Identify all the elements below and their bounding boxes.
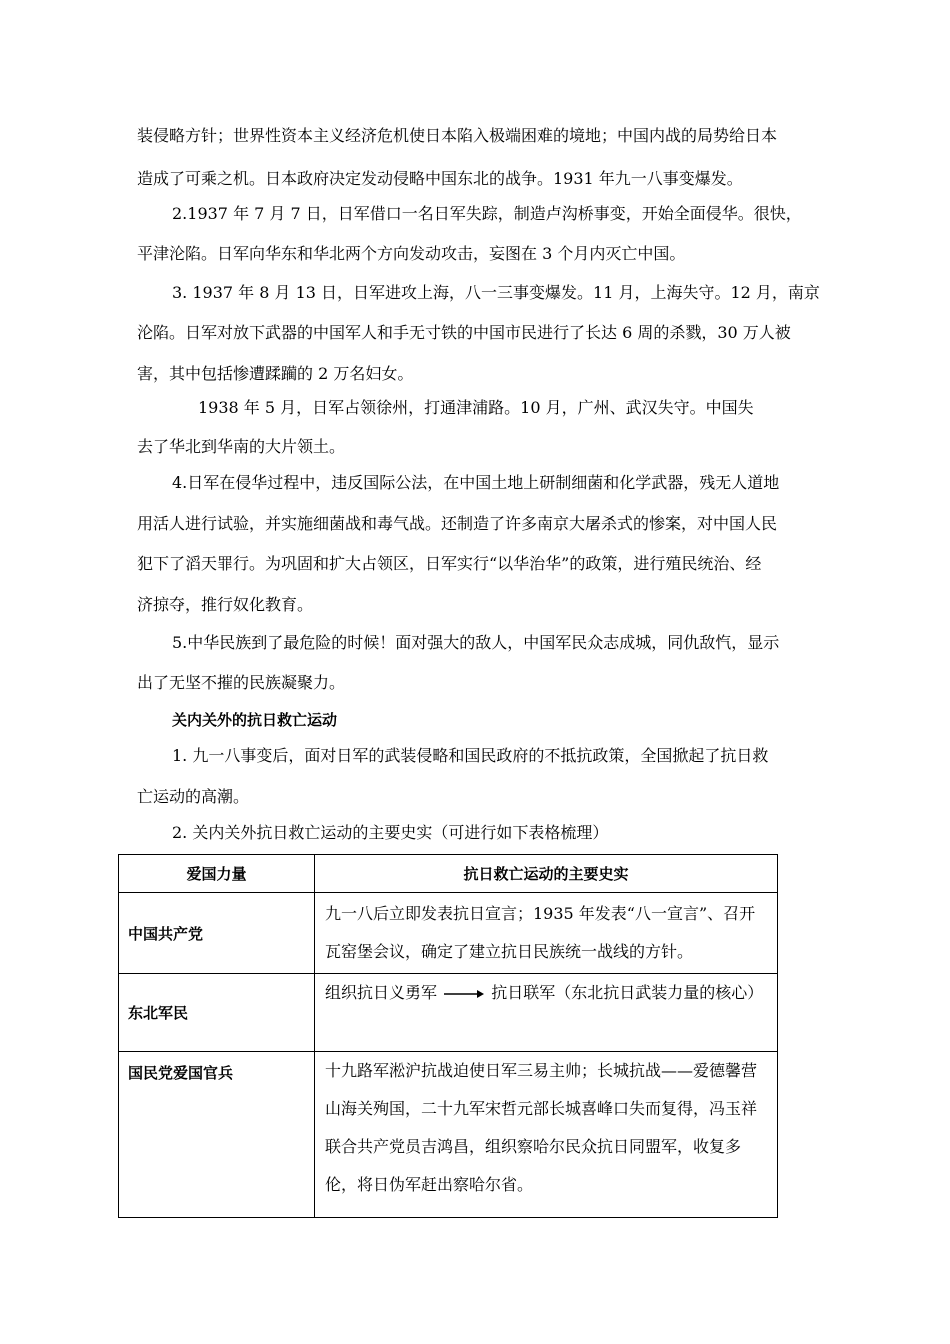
table-row (119, 893, 778, 974)
paragraph-line: 出了无坚不摧的民族凝聚力。 (137, 673, 346, 692)
paragraph-line: 用活人进行试验，并实施细菌战和毒气战。还制造了许多南京大屠杀式的惨案，对中国人民 (137, 514, 778, 533)
paragraph-line: 2. 关内关外抗日救亡运动的主要史实（可进行如下表格梳理） (172, 823, 609, 842)
paragraph-line: 3. 1937 年 8 月 13 日，日军进攻上海，八一三事变爆发。11 月，上海失守。12 月，南京 (172, 283, 820, 302)
paragraph-line: 1938 年 5 月，日军占领徐州，打通津浦路。10 月，广州、武汉失守。中国失 (198, 398, 754, 417)
row-label: 国民党爱国官兵 (128, 1064, 234, 1082)
paragraph-line: 4.日军在侵华过程中，违反国际公法，在中国土地上研制细菌和化学武器，残无人道地 (172, 473, 780, 492)
paragraph-line: 去了华北到华南的大片领土。 (137, 437, 346, 456)
paragraph-line: 装侵略方针；世界性资本主义经济危机使日本陷入极端困难的境地；中国内战的局势给日本 (137, 126, 778, 145)
paragraph-line: 造成了可乘之机。日本政府决定发动侵略中国东北的战争。1931 年九一八事变爆发。 (137, 169, 743, 188)
table-header-cell: 抗日救亡运动的主要史实 (315, 855, 778, 893)
row-label: 中国共产党 (128, 924, 204, 943)
row-text-part: 抗日联军（东北抗日武装力量的核心） (491, 983, 764, 1002)
table-header-row (119, 855, 778, 893)
paragraph-line: 1. 九一八事变后，面对日军的武装侵略和国民政府的不抵抗政策，全国掀起了抗日救 (172, 746, 769, 765)
table-header-cell: 爱国力量 (119, 855, 315, 893)
table-row (119, 1052, 778, 1218)
paragraph-line: 2.1937 年 7 月 7 日，日军借口一名日军失踪，制造卢沟桥事变，开始全面侵华。很快， (172, 204, 802, 223)
paragraph-line: 犯下了滔天罪行。为巩固和扩大占领区，日军实行“以华治华”的政策，进行殖民统治、经 (137, 554, 762, 573)
row-text: 九一八后立即发表抗日宣言；1935 年发表“八一宣言”、召开瓦窑堡会议，确定了建立抗日民族统一战线的方针。 (325, 904, 756, 961)
row-text: 十九路军淞沪抗战迫使日军三易主帅；长城抗战——爱德馨营山海关殉国，二十九军宋哲元部长城喜峰口失而复得，冯玉祥联合共产党员吉鸿昌，组织察哈尔民众抗日同盟军，收复多伦，将日伪军赶出察哈尔省。 (325, 1061, 758, 1194)
paragraph-line: 济掠夺，推行奴化教育。 (137, 595, 314, 614)
row-text-part: 组织抗日义勇军 (325, 983, 438, 1002)
section-heading: 关内关外的抗日救亡运动 (172, 711, 338, 729)
paragraph-line: 害，其中包括惨遭蹂躏的 2 万名妇女。 (137, 364, 414, 383)
paragraph-line: 亡运动的高潮。 (137, 787, 250, 806)
arrow-right-icon (444, 989, 484, 999)
row-label: 东北军民 (128, 1004, 189, 1022)
paragraph-line: 平津沦陷。日军向华东和华北两个方向发动攻击，妄图在 3 个月内灭亡中国。 (137, 244, 686, 263)
paragraph-line: 5.中华民族到了最危险的时候！面对强大的敌人，中国军民众志成城，同仇敌忾，显示 (172, 633, 780, 652)
paragraph-line: 沦陷。日军对放下武器的中国军人和手无寸铁的中国市民进行了长达 6 周的杀戮，30 万人被 (137, 323, 791, 342)
resistance-table (118, 854, 778, 1218)
table-row (119, 974, 778, 1052)
